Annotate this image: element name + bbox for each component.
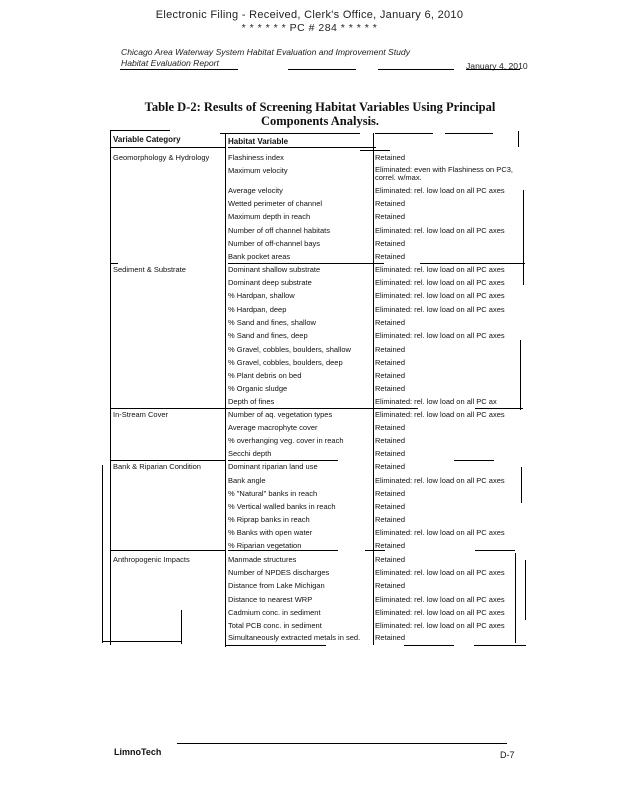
habitat-variable-cell: Secchi depth xyxy=(228,449,272,458)
table-rule xyxy=(225,133,226,647)
screening-result-cell: Eliminated: rel. low load on all PC axes xyxy=(375,410,505,419)
screening-result-cell: Retained xyxy=(375,555,406,564)
variable-category-cell: Anthropogenic Impacts xyxy=(113,555,190,564)
habitat-variable-cell: Dominant riparian land use xyxy=(228,462,318,471)
table-rule xyxy=(110,408,228,409)
screening-result-cell: Eliminated: rel. low load on all PC axes xyxy=(375,621,505,630)
variable-category-cell: Bank & Riparian Condition xyxy=(113,462,201,471)
habitat-variable-cell: Distance to nearest WRP xyxy=(228,595,313,604)
table-rule xyxy=(102,641,182,642)
habitat-variable-cell: Distance from Lake Michigan xyxy=(228,581,325,590)
habitat-variable-cell: % Banks with open water xyxy=(228,528,313,537)
table-rule xyxy=(515,553,516,643)
table-rule xyxy=(523,190,524,285)
habitat-variable-cell: % Vertical walled banks in reach xyxy=(228,502,336,511)
table-rule xyxy=(520,340,521,410)
screening-result-cell: Retained xyxy=(375,345,406,354)
screening-result-cell: Eliminated: rel. low load on all PC axes xyxy=(375,278,505,287)
screening-result-cell: Retained xyxy=(375,515,406,524)
table-rule xyxy=(339,263,384,264)
screening-result-cell: Retained xyxy=(375,371,406,380)
table-rule xyxy=(177,743,507,744)
table-rule xyxy=(228,263,346,264)
habitat-variable-cell: Average macrophyte cover xyxy=(228,423,318,432)
habitat-variable-cell: Maximum depth in reach xyxy=(228,212,311,221)
report-title: Habitat Evaluation Report xyxy=(121,58,219,68)
table-title-line-2: Components Analysis. xyxy=(260,114,380,128)
habitat-variable-cell: % Sand and fines, shallow xyxy=(228,318,316,327)
table-rule xyxy=(228,460,338,461)
table-rule xyxy=(445,133,493,134)
table-rule xyxy=(454,460,494,461)
habitat-variable-cell: Number of off channel habitats xyxy=(228,226,331,235)
habitat-variable-cell: Wetted perimeter of channel xyxy=(228,199,323,208)
habitat-variable-cell: % "Natural" banks in reach xyxy=(228,489,318,498)
habitat-variable-cell: % Gravel, cobbles, boulders, shallow xyxy=(228,345,351,354)
screening-result-cell: Retained xyxy=(375,436,406,445)
habitat-variable-cell: Flashiness index xyxy=(228,153,284,162)
screening-result-cell: Eliminated: rel. low load on all PC axes xyxy=(375,331,505,340)
screening-result-cell: Eliminated: rel. low load on all PC axes xyxy=(375,476,505,485)
table-rule xyxy=(521,467,522,503)
habitat-variable-cell: Number of off-channel bays xyxy=(228,239,320,248)
screening-result-cell: Retained xyxy=(375,449,406,458)
screening-result-cell: Retained xyxy=(375,252,406,261)
table-rule xyxy=(375,133,433,134)
table-rule xyxy=(365,550,385,551)
screening-result-cell: Retained xyxy=(375,502,406,511)
table-rule xyxy=(110,130,111,645)
screening-result-cell: Retained xyxy=(375,633,406,642)
habitat-variable-cell: Number of aq. vegetation types xyxy=(228,410,333,419)
table-rule xyxy=(474,645,526,646)
habitat-variable-cell: Cadmium conc. in sediment xyxy=(228,608,321,617)
stamp-line-1: Electronic Filing - Received, Clerk's Office, January 6, 2010 xyxy=(155,9,464,21)
habitat-variable-cell: % Sand and fines, deep xyxy=(228,331,308,340)
habitat-variable-cell: Manmade structures xyxy=(228,555,297,564)
screening-result-cell: Retained xyxy=(375,212,406,221)
footer-company: LimnoTech xyxy=(114,747,162,757)
habitat-variable-cell: Bank angle xyxy=(228,476,266,485)
screening-result-cell: Retained xyxy=(375,239,406,248)
screening-result-cell: Retained xyxy=(375,462,406,471)
habitat-variable-cell: Dominant deep substrate xyxy=(228,278,312,287)
screening-result-cell: Retained xyxy=(375,489,406,498)
table-rule xyxy=(110,130,170,131)
report-date: January 4, 2010 xyxy=(466,61,528,71)
screening-result-cell: Eliminated: rel. low load on all PC axes xyxy=(375,595,505,604)
screening-result-cell: Eliminated: rel. low load on all PC axes xyxy=(375,291,505,300)
screening-result-cell: Eliminated: rel. low load on all PC axes xyxy=(375,305,505,314)
habitat-variable-cell: % Plant debris on bed xyxy=(228,371,302,380)
footer-page-number: D-7 xyxy=(500,750,515,760)
screening-result-cell: Retained xyxy=(375,423,406,432)
habitat-variable-cell: % Hardpan, deep xyxy=(228,305,287,314)
table-rule xyxy=(420,263,525,264)
screening-result-cell: Eliminated: rel. low load on all PC axes xyxy=(375,265,505,274)
table-rule xyxy=(181,610,182,644)
habitat-variable-cell: Number of NPDES discharges xyxy=(228,568,330,577)
table-rule xyxy=(228,147,376,148)
habitat-variable-cell: Simultaneously extracted metals in sed. xyxy=(228,633,361,642)
table-rule xyxy=(475,550,515,551)
table-rule xyxy=(525,560,526,620)
habitat-variable-cell: Bank pocket areas xyxy=(228,252,291,261)
table-rule xyxy=(228,408,418,409)
screening-result-cell: Eliminated: rel. low load on all PC axes xyxy=(375,568,505,577)
stamp-line-2: * * * * * * PC # 284 * * * * * xyxy=(241,22,378,34)
habitat-variable-cell: % Gravel, cobbles, boulders, deep xyxy=(228,358,343,367)
table-rule xyxy=(475,408,523,409)
table-rule xyxy=(110,147,225,148)
header-variable-category: Variable Category xyxy=(113,135,181,144)
header-habitat-variable: Habitat Variable xyxy=(228,137,289,146)
table-rule xyxy=(110,460,225,461)
habitat-variable-cell: % Organic sludge xyxy=(228,384,288,393)
table-rule xyxy=(518,131,519,147)
screening-result-cell: Eliminated: even with Flashiness on PC3, correl. w/max. xyxy=(375,165,513,182)
screening-result-cell: Eliminated: rel. low load on all PC ax xyxy=(375,397,497,406)
table-rule xyxy=(226,645,326,646)
variable-category-cell: Geomorphology & Hydrology xyxy=(113,153,210,162)
screening-result-cell: Retained xyxy=(375,358,406,367)
habitat-variable-cell: Dominant shallow substrate xyxy=(228,265,321,274)
screening-result-cell: Retained xyxy=(375,384,406,393)
screening-result-cell: Retained xyxy=(375,581,406,590)
habitat-variable-cell: Total PCB conc. in sediment xyxy=(228,621,322,630)
variable-category-cell: In-Stream Cover xyxy=(113,410,169,419)
habitat-variable-cell: Maximum velocity xyxy=(228,166,288,175)
screening-result-cell: Eliminated: rel. low load on all PC axes xyxy=(375,528,505,537)
table-rule xyxy=(404,645,454,646)
table-title-line-1: Table D-2: Results of Screening Habitat Variables Using Principal xyxy=(144,100,496,114)
screening-result-cell: Retained xyxy=(375,318,406,327)
screening-result-cell: Retained xyxy=(375,541,406,550)
screening-result-cell: Eliminated: rel. low load on all PC axes xyxy=(375,608,505,617)
table-rule xyxy=(373,133,374,645)
table-rule xyxy=(110,263,118,264)
habitat-variable-cell: % overhanging veg. cover in reach xyxy=(228,436,344,445)
table-rule xyxy=(102,465,103,643)
variable-category-cell: Sediment & Substrate xyxy=(113,265,186,274)
screening-result-cell: Retained xyxy=(375,199,406,208)
report-series-title: Chicago Area Waterway System Habitat Evaluation and Improvement Study xyxy=(121,47,410,57)
table-rule xyxy=(228,550,338,551)
habitat-variable-cell: Depth of fines xyxy=(228,397,275,406)
table-rule xyxy=(110,550,225,551)
habitat-variable-cell: % Riprap banks in reach xyxy=(228,515,310,524)
table-rule xyxy=(220,133,360,134)
habitat-variable-cell: % Hardpan, shallow xyxy=(228,291,295,300)
screening-result-cell: Eliminated: rel. low load on all PC axes xyxy=(375,186,505,195)
habitat-variable-cell: Average velocity xyxy=(228,186,283,195)
screening-result-cell: Eliminated: rel. low load on all PC axes xyxy=(375,226,505,235)
habitat-variable-cell: % Riparian vegetation xyxy=(228,541,302,550)
screening-result-cell: Retained xyxy=(375,153,406,162)
table-rule xyxy=(360,150,390,151)
